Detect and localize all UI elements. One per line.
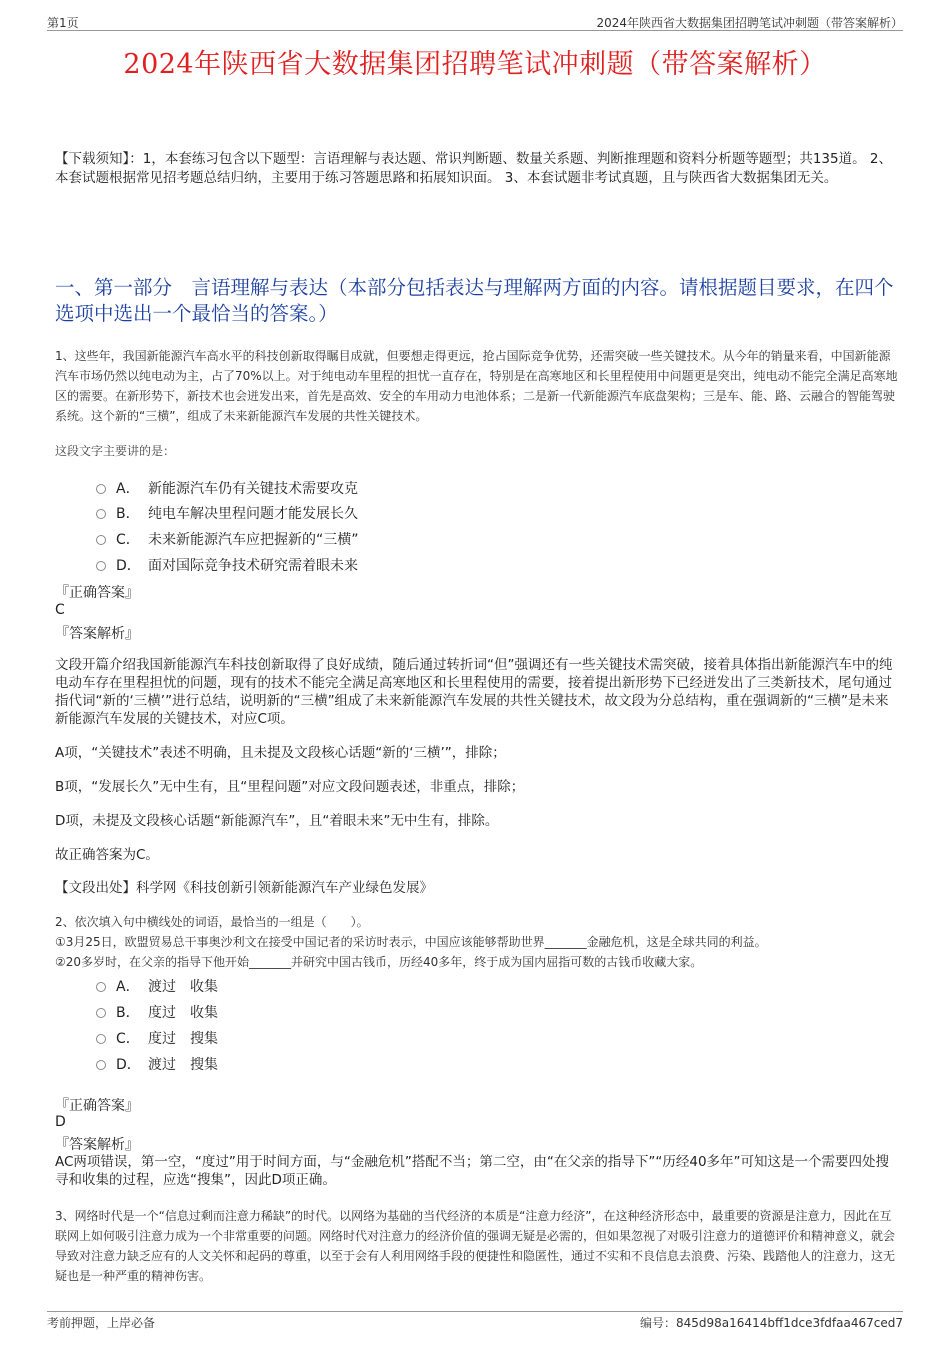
radio-icon[interactable] <box>96 982 106 992</box>
q1-option-c[interactable]: C． 未来新能源汽车应把握新的“三横” <box>96 529 359 549</box>
question-1-text: 1、这些年，我国新能源汽车高水平的科技创新取得瞩目成就，但要想走得更远，抢占国际竞争优势，还需突破一些关键技术。从今年的销量来看，中国新能源汽车市场仍然以纯电动为主，占了70%以上。对于纯电动车里程的担忧一直存在，特别是在高寒地区和长里程使用中问题更是突出，纯电动不能完全满足高寒地区的需要。在新形势下，新技术也会迸发出来，首先是高效、安全的车用动力电池体系；二是新一代新能源汽车底盘架构；三是车、能、路、云融合的智能驾驶系统。这个新的“三横”，组成了未来新能源汽车发展的共性关键技术。 <box>55 349 898 423</box>
q2-analysis-label: 『答案解析』 <box>55 1137 139 1153</box>
section-heading: 一、第一部分 言语理解与表达（本部分包括表达与理解两方面的内容。请根据题目要求，在四个选项中选出一个最恰当的答案。） <box>55 276 894 325</box>
q2-answer-label: 『正确答案』 <box>55 1098 139 1114</box>
q1-answer-label: 『正确答案』 <box>55 585 139 601</box>
download-notice: 【下载须知】：1，本套练习包含以下题型：言语理解与表达题、常识判断题、数量关系题、判断推理题和资料分析题等题型；共135道。 2、本套试题根据常见招考题总结归纳，主要用于练习答题思路和拓展知识面。 3、本套试题非考试真题，且与陕西省大数据集团无关。 <box>55 151 892 186</box>
q1-analysis-a: A项，“关键技术”表述不明确，且未提及文段核心话题“新的‘三横’”，排除； <box>55 745 506 761</box>
footer-slogan: 考前押题，上岸必备 <box>47 1316 156 1330</box>
q1-option-b[interactable]: B． 纯电车解决里程问题才能发展长久 <box>96 503 358 523</box>
q2-option-d[interactable]: D． 渡过 搜集 <box>96 1054 218 1074</box>
q2-answer: D <box>55 1114 66 1130</box>
radio-icon[interactable] <box>96 1008 106 1018</box>
header-doc-title: 2024年陕西省大数据集团招聘笔试冲刺题（带答案解析） <box>596 16 903 30</box>
q2-option-b[interactable]: B． 度过 收集 <box>96 1002 218 1022</box>
q2-analysis: AC两项错误，第一空，“度过”用于时间方面，与“金融危机”搭配不当；第二空，由“在父亲的指导下”“历经40多年”可知这是一个需要四处搜寻和收集的过程，应选“搜集”，因此D项正确。 <box>55 1154 890 1188</box>
q1-analysis-b: B项，“发展长久”无中生有，且“里程问题”对应文段问题表述，非重点，排除； <box>55 779 525 795</box>
page-title: 2024年陕西省大数据集团招聘笔试冲刺题（带答案解析） <box>123 49 827 80</box>
q1-analysis-conclusion: 故正确答案为C。 <box>55 847 159 863</box>
radio-icon[interactable] <box>96 1034 106 1044</box>
question-1-prompt: 这段文字主要讲的是： <box>55 444 176 458</box>
footer-doc-id: 编号：845d98a16414bff1dce3fdfaa467ced7 <box>640 1316 903 1330</box>
footer-divider <box>47 1311 903 1312</box>
q2-option-a[interactable]: A． 渡过 收集 <box>96 976 218 996</box>
question-2-sentence-2: ②20多岁时，在父亲的指导下他开始_______并研究中国古钱币，历经40多年，终于成为国内屈指可数的古钱币收藏大家。 <box>55 955 703 969</box>
q1-option-a[interactable]: A． 新能源汽车仍有关键技术需要攻克 <box>96 478 358 498</box>
q1-option-d[interactable]: D． 面对国际竞争技术研究需着眼未来 <box>96 555 358 575</box>
question-3-text: 3、网络时代是一个“信息过剩而注意力稀缺”的时代。以网络为基础的当代经济的本质是“注意力经济”，在这种经济形态中，最重要的资源是注意力，因此在互联网上如何吸引注意力成为一个非常重要的问题。网络时代对注意力的经济价值的强调无疑是必需的，但如果忽视了对吸引注意力的道德评价和精神意义，就会导致对注意力缺乏应有的人文关怀和起码的尊重，以至于会有人利用网络手段的便捷性和隐匿性，通过不实和不良信息去浪费、污染、践踏他人的注意力，这无疑也是一种严重的精神伤害。 <box>55 1209 896 1283</box>
q1-analysis-label: 『答案解析』 <box>55 626 139 642</box>
question-2-text: 2、依次填入句中横线处的词语，最恰当的一组是（ ）。 <box>55 915 369 929</box>
radio-icon[interactable] <box>96 484 106 494</box>
q1-analysis-main: 文段开篇介绍我国新能源汽车科技创新取得了良好成绩，随后通过转折词“但”强调还有一些关键技术需突破，接着具体指出新能源汽车中的纯电动车存在里程担忧的问题，现有的技术不能完全满足高寒地区和长里程使用的需要，接着提出新形势下已经迸发出了三类新技术，尾句通过指代词“新的‘三横’”进行总结，说明新的“三横”组成了未来新能源汽车发展的共性关键技术，故文段为分总结构，重在强调新的“三横”是未来新能源汽车发展的关键技术，对应C项。 <box>55 657 893 727</box>
q2-option-c[interactable]: C． 度过 搜集 <box>96 1028 218 1048</box>
q1-analysis-d: D项，未提及文段核心话题“新能源汽车”，且“着眼未来”无中生有，排除。 <box>55 813 499 829</box>
radio-icon[interactable] <box>96 561 106 571</box>
page-header <box>47 12 903 31</box>
page-number: 第1页 <box>47 16 79 30</box>
radio-icon[interactable] <box>96 1060 106 1070</box>
radio-icon[interactable] <box>96 535 106 545</box>
q1-source: 【文段出处】科学网《科技创新引领新能源汽车产业绿色发展》 <box>55 880 433 896</box>
q1-answer: C <box>55 602 65 618</box>
question-2-sentence-1: ①3月25日，欧盟贸易总干事奥沙利文在接受中国记者的采访时表示，中国应该能够帮助世界_______金融危机，这是全球共同的利益。 <box>55 935 767 949</box>
radio-icon[interactable] <box>96 509 106 519</box>
